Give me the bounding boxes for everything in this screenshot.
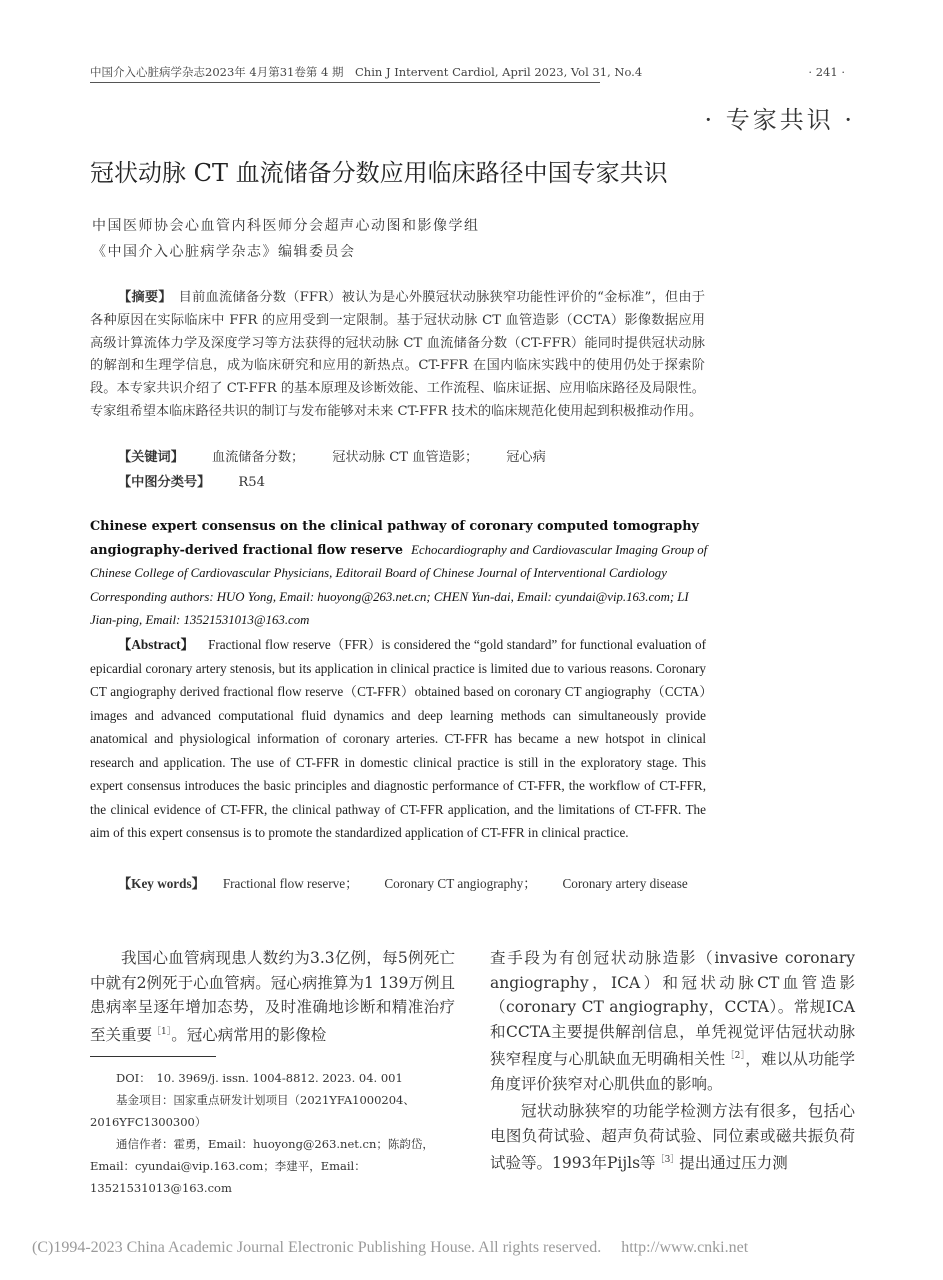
footnote-divider [90,1056,216,1057]
abstract-en [90,633,706,845]
keyword-cn: 冠状动脉 CT 血管造影； [332,450,479,465]
body-text: 查手段为有创冠状动脉造影（invasive coronary angiography，ICA）和冠状动脉CT血管造影（coronary CT angiography，CCTA）。常规ICA和CCTA主要提供解剖信息，单凭视觉评估冠状动脉狭窄程度与心肌缺血无明确相关性 [490,949,855,1069]
english-title-block [90,515,708,633]
classification-value: R54 [238,475,266,490]
keyword-en: Coronary artery disease [562,876,688,891]
keyword-en: Coronary CT angiography； [384,876,537,891]
keywords-cn [118,446,546,465]
body-text: 冠状动脉狭窄的功能学检测方法有很多，包括心电图负荷试验、超声负荷试验、同位素或磁共振负荷试验等。1993年Pijls等 [490,1102,855,1173]
body-text: 。冠心病常用的影像检 [171,1025,327,1044]
body-left-column [90,946,455,1047]
abstract-en-label: 【Abstract】 [118,637,195,652]
author-group-2: 《中国介入心脏病学杂志》编辑委员会 [92,244,356,260]
footnote-funding: 基金项目：国家重点研发计划项目（2021YFA1000204、2016YFC1300300） [90,1093,415,1129]
footnotes [90,1067,460,1199]
page-number: · 241 · [808,65,845,79]
keyword-cn: 血流储备分数； [211,450,305,465]
citation-ref: ［3］ [655,1155,680,1166]
corresponding-authors: Corresponding authors: HUO Yong, Email: huoyong@263.net.cn; CHEN Yun-dai, Email: cyundai@vip.163.com; LI Jian-ping, Email: 13521531013@163.com [90,589,689,627]
keywords-en-label: 【Key words】 [118,876,205,891]
keywords-cn-label: 【关键词】 [118,450,184,465]
english-authors: Echocardiography and Cardiovascular Imaging Group of Chinese College of Cardiovascular Physicians, Editorail Board of Chinese Journal of Interventional Cardiology [90,542,708,580]
abstract-cn [90,287,705,424]
abstract-cn-label: 【摘要】 [118,290,166,305]
section-label: · 专家共识 · [704,106,855,134]
article-title: 冠状动脉 CT 血流储备分数应用临床路径中国专家共识 [90,159,668,187]
keyword-en: Fractional flow reserve； [222,876,359,891]
citation-ref: ［2］ [725,1051,746,1061]
author-group-1: 中国医师协会心血管内科医师分会超声心动图和影像学组 [92,218,480,234]
body-right-column [490,946,855,1176]
abstract-en-text: Fractional flow reserve（FFR）is considered the “gold standard” for functional evaluation of epicardial coronary artery stenosis, but its application in clinical practice is limited due to various reasons. Coronary CT angiography derived fractional flow reserve（CT-FFR）obtained based on coronary CT angiography（CCTA）images and advanced computational fluid dynamics and deep learning methods can simultaneously provide anatomical and physiological information of coronary arteries. CT-FFR has became a new hotspot in clinical research and application. The use of CT-FFR in domestic clinical practice is still in the exploratory stage. This expert consensus introduces the basic principles and diagnostic performance of CT-FFR, the workflow of CT-FFR, the clinical evidence of CT-FFR, the clinical pathway of CT-FFR application, and the limitations of CT-FFR. The aim of this expert consensus is to promote the standardized application of CT-FFR in clinical practice. [90,637,707,840]
body-text: 提出通过压力测 [679,1154,788,1173]
footnote-doi: DOI： 10. 3969/j. issn. 1004-8812. 2023. 04. 001 [116,1071,403,1085]
running-header: 中国介入心脏病学杂志2023年 4月第31卷第 4 期 Chin J Intervent Cardiol, April 2023, Vol 31, No.4 [90,64,600,83]
body-text: 我国心血管病现患人数约为3.3亿例，每5例死亡中就有2例死于心血管病。冠心病推算为1 139万例且患病率呈逐年增加态势，及时准确地诊断和精准治疗至关重要 [90,949,455,1044]
keyword-cn: 冠心病 [506,450,546,465]
english-title: Chinese expert consensus on the clinical pathway of coronary computed tomography angiography-derived fractional flow reserve [90,519,699,558]
citation-ref: ［1］ [152,1026,172,1037]
body-text: ，难以从功能学角度评价狭窄对心肌供血的影响。 [490,1050,855,1093]
keywords-en [118,873,688,892]
copyright-watermark: (C)1994-2023 China Academic Journal Electronic Publishing House. All rights reserved. http://www.cnki.net [32,1239,749,1256]
footnote-correspondence: 通信作者：霍勇，Email：huoyong@263.net.cn；陈韵岱，Email：cyundai@vip.163.com；李建平，Email：13521531013@163.com [90,1137,434,1195]
abstract-cn-text: 目前血流储备分数（FFR）被认为是心外膜冠状动脉狭窄功能性评价的“金标准”，但由于各种原因在实际临床中 FFR 的应用受到一定限制。基于冠状动脉 CT 血管造影（CCTA）影像数据应用高级计算流体力学及深度学习等方法获得的冠状动脉 CT 血流储备分数（CT-FFR）能同时提供冠状动脉的解剖和生理学信息，成为临床研究和应用的新热点。CT-FFR 在国内临床实践中的使用仍处于探索阶段。本专家共识介绍了 CT-FFR 的基本原理及诊断效能、工作流程、临床证据、应用临床路径及局限性。专家组希望本临床路径共识的制订与发布能够对未来 CT-FFR 技术的临床规范化使用起到积极推动作用。 [90,290,706,419]
classification-row [118,471,265,490]
classification-label: 【中图分类号】 [118,475,211,490]
